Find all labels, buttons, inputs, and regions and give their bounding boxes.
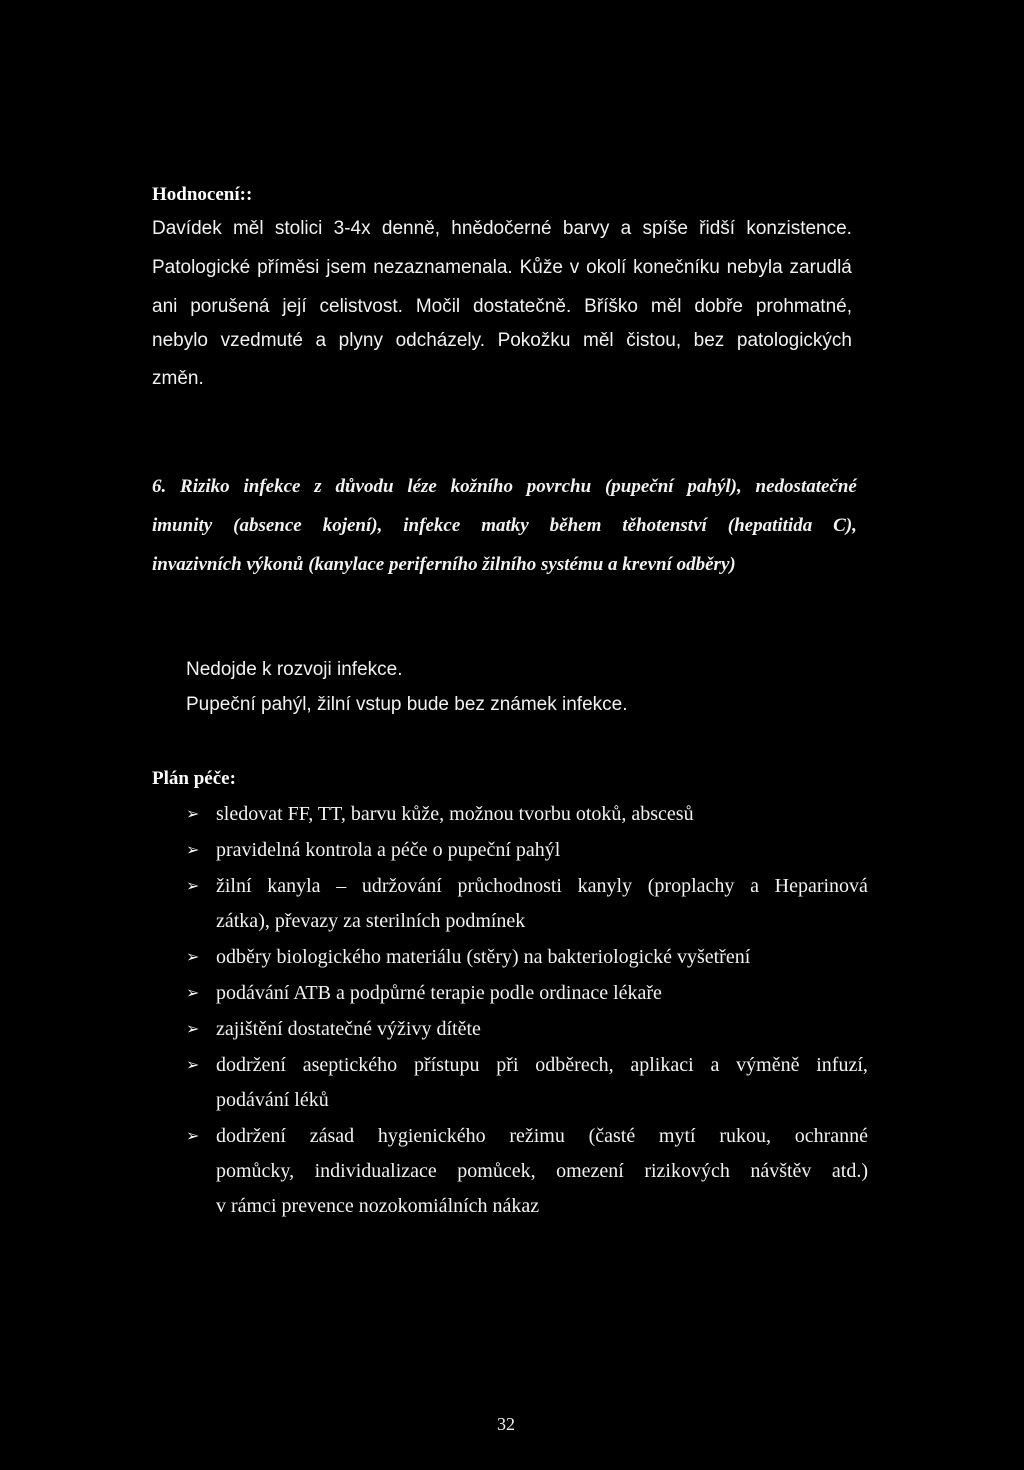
word: aseptického (302, 1054, 398, 1076)
word: Kůže (519, 257, 563, 278)
word: měl (583, 330, 614, 351)
word: odběrech, (535, 1054, 614, 1076)
word: bez (693, 330, 725, 351)
word: přístupu (413, 1054, 480, 1076)
word: udržování (361, 875, 442, 897)
word: mytí (658, 1125, 696, 1147)
bullet-arrow-icon: ➢ (186, 1055, 200, 1074)
word: kanyly (577, 875, 633, 897)
word: imunity (152, 515, 213, 536)
word: Bříško (584, 296, 639, 317)
word: (proplachy (647, 875, 735, 897)
plan-item-line: podávání léků (216, 1089, 329, 1111)
word: atd.) (831, 1160, 868, 1182)
evaluation-line (152, 218, 852, 240)
word: 6. (152, 476, 167, 497)
word: režimu (509, 1125, 565, 1147)
word: rukou, (719, 1125, 771, 1147)
word: kožního (450, 476, 513, 497)
word: žilní (216, 875, 252, 897)
diagnosis-line (152, 515, 857, 537)
word: povrchu (526, 476, 592, 497)
plan-item-line: v rámci prevence nozokomiálních nákaz (216, 1195, 540, 1217)
bullet-arrow-icon: ➢ (186, 804, 200, 823)
word: jsem (326, 257, 367, 278)
plan-heading: Plán péče: (152, 768, 236, 789)
evaluation-line (152, 296, 852, 318)
bullet-arrow-icon: ➢ (186, 947, 200, 966)
word: průchodnosti (457, 875, 562, 897)
word: konzistence. (746, 218, 852, 239)
word: Riziko (180, 476, 230, 497)
word: vzedmuté (220, 330, 303, 351)
plan-item-line: zátka), převazy za sterilních podmínek (216, 910, 526, 932)
diagnosis-line-last: invazivních výkonů (kanylace periferního žilního systému a krevní odběry) (152, 554, 736, 575)
word: pahýl), (687, 476, 742, 497)
word: okolí (586, 257, 627, 278)
word: měl (650, 296, 682, 317)
word: příměsi (257, 257, 320, 278)
word: stolici (274, 218, 323, 239)
word: celistvost. (319, 296, 403, 317)
diagnosis-line (152, 476, 857, 498)
word: nebylo (152, 330, 208, 351)
word: (absence (233, 515, 302, 536)
word: Pokožku (497, 330, 571, 351)
word: plyny (338, 330, 383, 351)
word: dodržení (216, 1125, 286, 1147)
bullet-arrow-icon: ➢ (186, 876, 200, 895)
word: odcházely. (395, 330, 485, 351)
word: a (315, 330, 327, 351)
word: během (549, 515, 602, 536)
plan-item-line (216, 1054, 868, 1077)
word: nezaznamenala. (373, 257, 513, 278)
word: konečníku (633, 257, 720, 278)
word: pomůcek, (457, 1160, 536, 1182)
word: kanyla (267, 875, 321, 897)
plan-item-line: odběry biologického materiálu (stěry) na bakteriologické vyšetření (216, 946, 751, 968)
word: pomůcky, (216, 1160, 295, 1182)
word: spíše (642, 218, 688, 239)
word: léze (407, 476, 437, 497)
word: Heparinová (774, 875, 868, 897)
bullet-arrow-icon: ➢ (186, 1019, 200, 1038)
evaluation-line (152, 330, 852, 352)
word: omezení (556, 1160, 624, 1182)
word: aplikaci (630, 1054, 694, 1076)
word: patologických (736, 330, 852, 351)
bullet-arrow-icon: ➢ (186, 1126, 200, 1145)
evaluation-heading: Hodnocení:: (152, 184, 253, 205)
word: infekce (243, 476, 301, 497)
word: řidší (699, 218, 736, 239)
word: v (569, 257, 580, 278)
evaluation-line (152, 257, 852, 279)
word: dodržení (216, 1054, 286, 1076)
word: (časté (588, 1125, 636, 1147)
word: individualizace (314, 1160, 437, 1182)
word: důvodu (335, 476, 394, 497)
word: porušená (190, 296, 270, 317)
word: těhotenství (622, 515, 707, 536)
word: zásad (309, 1125, 355, 1147)
word: infekce (403, 515, 461, 536)
word: matky (481, 515, 529, 536)
word: hygienického (377, 1125, 486, 1147)
plan-item-line (216, 875, 868, 898)
word: Močil (415, 296, 461, 317)
goal-line: Nedojde k rozvoji infekce. (186, 659, 403, 680)
word: ochranné (794, 1125, 868, 1147)
plan-item-line: zajištění dostatečné výživy dítěte (216, 1018, 481, 1040)
bullet-arrow-icon: ➢ (186, 840, 200, 859)
word: čistou, (626, 330, 682, 351)
word: dostatečně. (473, 296, 572, 317)
plan-item-line (216, 1160, 868, 1183)
page-number: 32 (497, 1414, 515, 1434)
word: (pupeční (604, 476, 674, 497)
bullet-arrow-icon: ➢ (186, 983, 200, 1002)
word: barvy (562, 218, 610, 239)
word: a (710, 1054, 720, 1076)
word: nebyla (726, 257, 783, 278)
word: C), (833, 515, 857, 536)
word: při (496, 1054, 519, 1076)
word: Patologické (152, 257, 251, 278)
plan-item-line: sledovat FF, TT, barvu kůže, možnou tvorbu otoků, abscesů (216, 803, 694, 825)
word: a (750, 875, 759, 897)
word: 3-4x (333, 218, 371, 239)
plan-item-line: pravidelná kontrola a péče o pupeční pahýl (216, 839, 561, 861)
word: rizikových (644, 1160, 730, 1182)
word: denně, (381, 218, 440, 239)
word: její (282, 296, 307, 317)
word: návštěv (750, 1160, 812, 1182)
plan-item-line (216, 1125, 868, 1148)
word: infuzí, (816, 1054, 868, 1076)
word: Davídek (152, 218, 222, 239)
word: (hepatitida (727, 515, 813, 536)
word: měl (232, 218, 264, 239)
word: z (314, 476, 322, 497)
evaluation-line-last: změn. (152, 368, 204, 389)
word: a (620, 218, 632, 239)
word: – (336, 875, 347, 897)
goal-line: Pupeční pahýl, žilní vstup bude bez známek infekce. (186, 694, 628, 715)
word: nedostatečné (755, 476, 857, 497)
word: dobře (694, 296, 743, 317)
word: hnědočerné (451, 218, 552, 239)
word: ani (152, 296, 178, 317)
plan-item-line: podávání ATB a podpůrné terapie podle ordinace lékaře (216, 982, 662, 1004)
word: prohmatné, (755, 296, 852, 317)
word: kojení), (322, 515, 383, 536)
word: zarudlá (789, 257, 852, 278)
word: výměně (736, 1054, 800, 1076)
